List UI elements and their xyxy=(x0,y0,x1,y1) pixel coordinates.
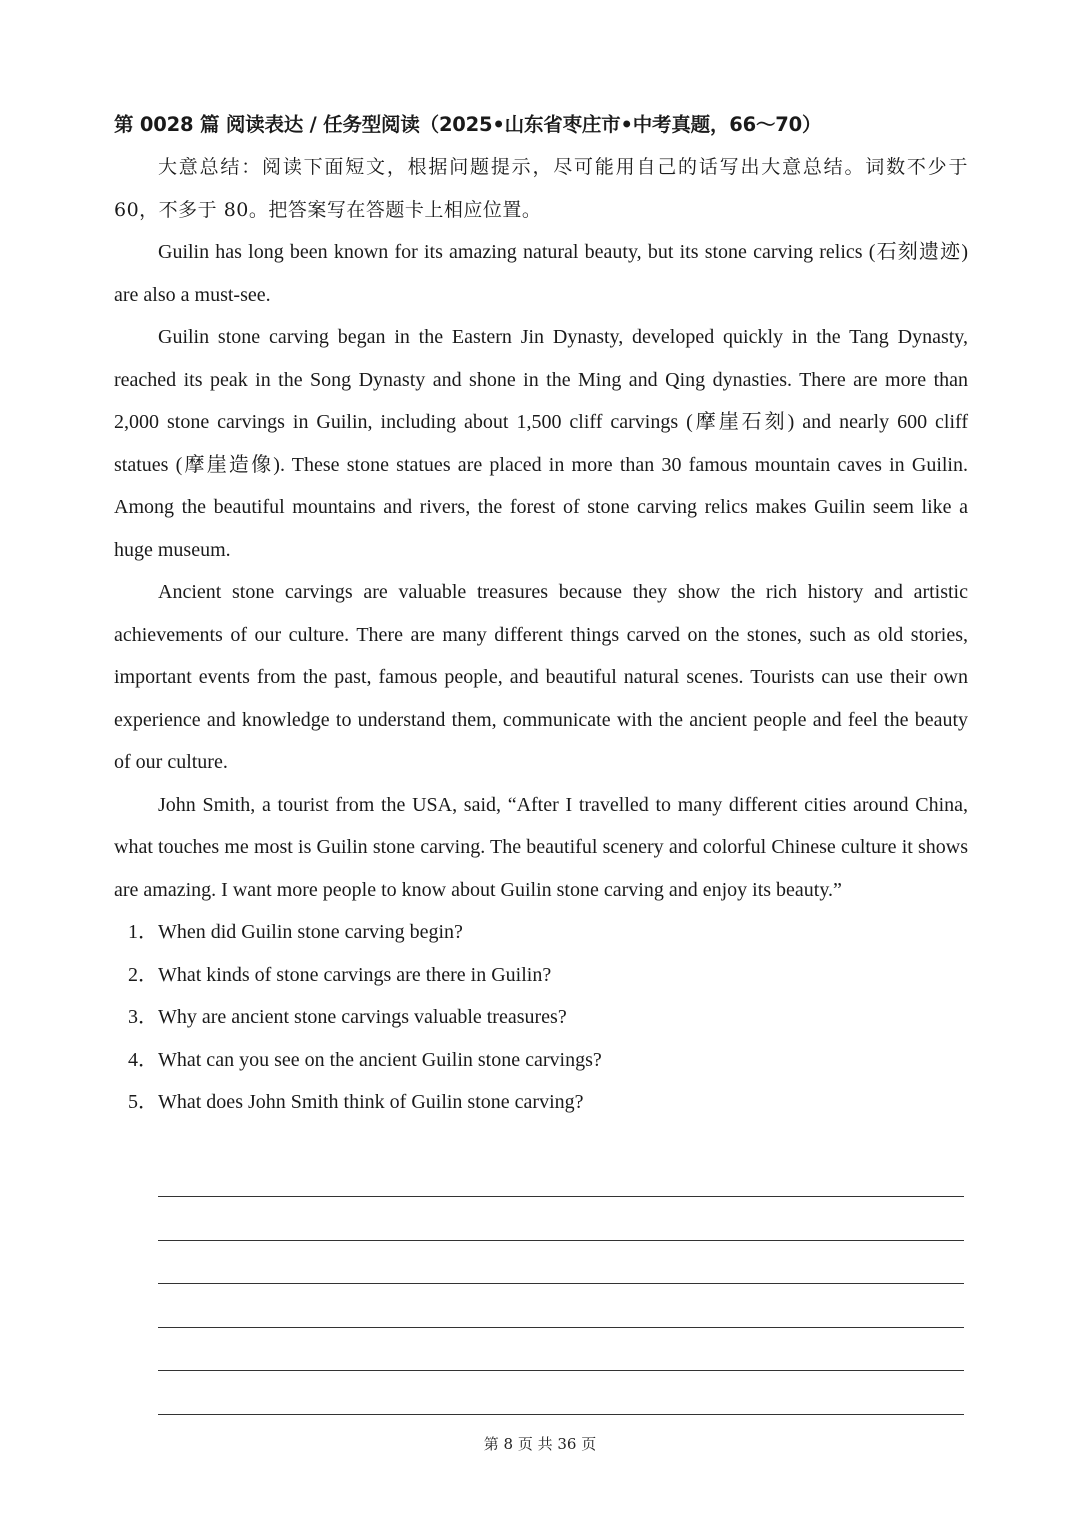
reading-passage xyxy=(114,231,968,911)
question-item xyxy=(114,1081,968,1124)
answer-line[interactable] xyxy=(158,1414,964,1415)
question-text: What kinds of stone carvings are there in Guilin? xyxy=(158,963,552,986)
answer-line[interactable] xyxy=(158,1240,964,1241)
answer-line[interactable] xyxy=(158,1196,964,1197)
passage-paragraph-2: Guilin stone carving began in the Eastern Jin Dynasty, developed quickly in the Tang Dynasty, reached its peak in the Song Dynasty and shone in the Ming and Qing dynasties. There are more than 2,000 stone carvings in Guilin, including about 1,500 cliff carvings (摩崖石刻) and nearly 600 cliff statues (摩崖造像). These stone statues are placed in more than 30 famous mountain caves in Guilin. Among the beautiful mountains and rivers, the forest of stone carving relics makes Guilin seem like a huge museum. xyxy=(114,326,968,561)
question-number: 2． xyxy=(128,963,158,986)
question-heading: 第 0028 篇 阅读表达 / 任务型阅读（2025•山东省枣庄市•中考真题，66～70） xyxy=(114,113,822,136)
question-item xyxy=(114,996,968,1039)
question-number: 1． xyxy=(128,921,158,943)
question-number: 4． xyxy=(128,1048,158,1071)
page-footer: 第 8 页 共 36 页 xyxy=(483,1435,597,1453)
answer-line[interactable] xyxy=(158,1370,964,1371)
answer-line[interactable] xyxy=(158,1327,964,1328)
page-content xyxy=(114,104,968,1124)
question-list xyxy=(114,911,968,1124)
question-text: What can you see on the ancient Guilin stone carvings? xyxy=(158,1048,602,1071)
question-item xyxy=(114,954,968,997)
question-item xyxy=(114,1039,968,1082)
question-number: 5． xyxy=(128,1091,158,1113)
passage-paragraph-1: Guilin has long been known for its amazing natural beauty, but its stone carving relics (石刻遗迹) are also a must-see. xyxy=(114,241,968,306)
passage-paragraph-3: Ancient stone carvings are valuable treasures because they show the rich history and artistic achievements of our culture. There are many different things carved on the stones, such as old stories, important events from the past, famous people, and beautiful natural scenes. Tourists can use their own experience and knowledge to understand them, communicate with the ancient people and feel the beauty of our culture. xyxy=(114,581,968,773)
question-number: 3． xyxy=(128,1006,158,1028)
passage-paragraph-4: John Smith, a tourist from the USA, said, “After I travelled to many different cities around China, what touches me most is Guilin stone carving. The beautiful scenery and colorful Chinese culture it shows are amazing. I want more people to know about Guilin stone carving and enjoy its beauty.” xyxy=(114,793,968,901)
question-text: What does John Smith think of Guilin stone carving? xyxy=(158,1091,584,1113)
question-item xyxy=(114,911,968,954)
answer-area[interactable] xyxy=(158,1196,964,1457)
question-text: When did Guilin stone carving begin? xyxy=(158,921,463,943)
question-text: Why are ancient stone carvings valuable treasures? xyxy=(158,1006,567,1028)
answer-line[interactable] xyxy=(158,1283,964,1284)
instruction-text: 大意总结：阅读下面短文，根据问题提示，尽可能用自己的话写出大意总结。词数不少于 60，不多于 80。把答案写在答题卡上相应位置。 xyxy=(114,156,968,221)
